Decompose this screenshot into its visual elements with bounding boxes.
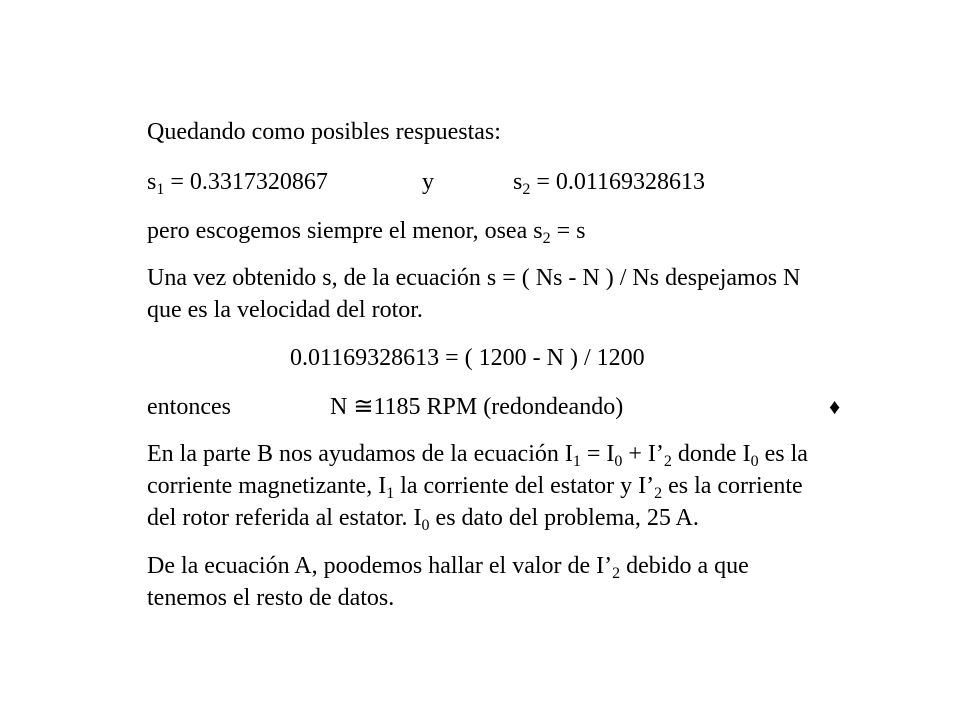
part-b-text-2a: corriente magnetizante, I (147, 473, 387, 499)
result-value-text: N ≅1185 RPM (redondeando) (330, 394, 624, 420)
s2-subscript: 2 (522, 181, 531, 198)
part-b-line-3 (147, 503, 699, 533)
part-b-text-2b: la corriente del estator y I’ (394, 473, 655, 499)
choice-subscript: 2 (542, 230, 551, 247)
roots-line (147, 167, 328, 197)
part-b-text-1b: = I (580, 441, 615, 467)
part-b-sub-2: 0 (614, 453, 623, 470)
result-value (330, 392, 623, 422)
s1-value: = 0.3317320867 (164, 169, 328, 195)
s2-group (513, 167, 705, 197)
part-b-sub-4: 0 (750, 453, 759, 470)
result-label (147, 392, 231, 422)
part-b-text-1c: + I’ (622, 441, 664, 467)
s1-label: s (147, 169, 157, 195)
part-b-sub-1: 1 (572, 453, 581, 470)
part-b-sub-7: 0 (421, 517, 430, 534)
part-b-text-1e: es la (758, 441, 808, 467)
equation-text: 0.01169328613 = ( 1200 - N ) / 1200 (290, 345, 645, 371)
final-text-1a: De la ecuación A, poodemos hallar el valor de I’ (147, 553, 613, 579)
explanation-text-1: Una vez obtenido s, de la ecuación s = ( Ns - N ) / Ns despejamos N (147, 265, 801, 291)
part-b-line-1 (147, 439, 808, 469)
result-label-text: entonces (147, 394, 231, 420)
final-text-2: tenemos el resto de datos. (147, 585, 395, 611)
explanation-text-2: que es la velocidad del rotor. (147, 297, 423, 323)
final-line-2 (147, 583, 394, 613)
part-b-line-2 (147, 471, 803, 501)
choice-text: pero escogemos siempre el menor, osea s (147, 218, 543, 244)
roots-connector (422, 167, 434, 197)
part-b-text-1a: En la parte B nos ayudamos de la ecuación I (147, 441, 573, 467)
final-line-1 (147, 551, 749, 581)
explanation-line-1 (147, 263, 800, 293)
choice-tail: = s (550, 218, 586, 244)
final-sub: 2 (612, 565, 621, 582)
connector-word: y (422, 169, 434, 195)
part-b-text-2c: es la corriente (662, 473, 803, 499)
diamond-icon (829, 392, 840, 422)
s2-label: s (513, 169, 523, 195)
intro-label: Quedando como posibles respuestas: (147, 119, 501, 145)
end-mark-glyph: ♦ (829, 394, 841, 419)
intro-text (147, 117, 501, 147)
part-b-sub-5: 1 (386, 485, 395, 502)
part-b-text-3b: es dato del problema, 25 A. (429, 505, 699, 531)
s2-value: = 0.01169328613 (530, 169, 705, 195)
explanation-line-2 (147, 295, 423, 325)
part-b-sub-3: 2 (663, 453, 672, 470)
part-b-sub-6: 2 (654, 485, 663, 502)
equation-line (290, 343, 645, 373)
part-b-text-1d: donde I (671, 441, 751, 467)
choice-line (147, 216, 585, 246)
s1-subscript: 1 (156, 181, 165, 198)
final-text-1b: debido a que (620, 553, 749, 579)
part-b-text-3a: del rotor referida al estator. I (147, 505, 422, 531)
